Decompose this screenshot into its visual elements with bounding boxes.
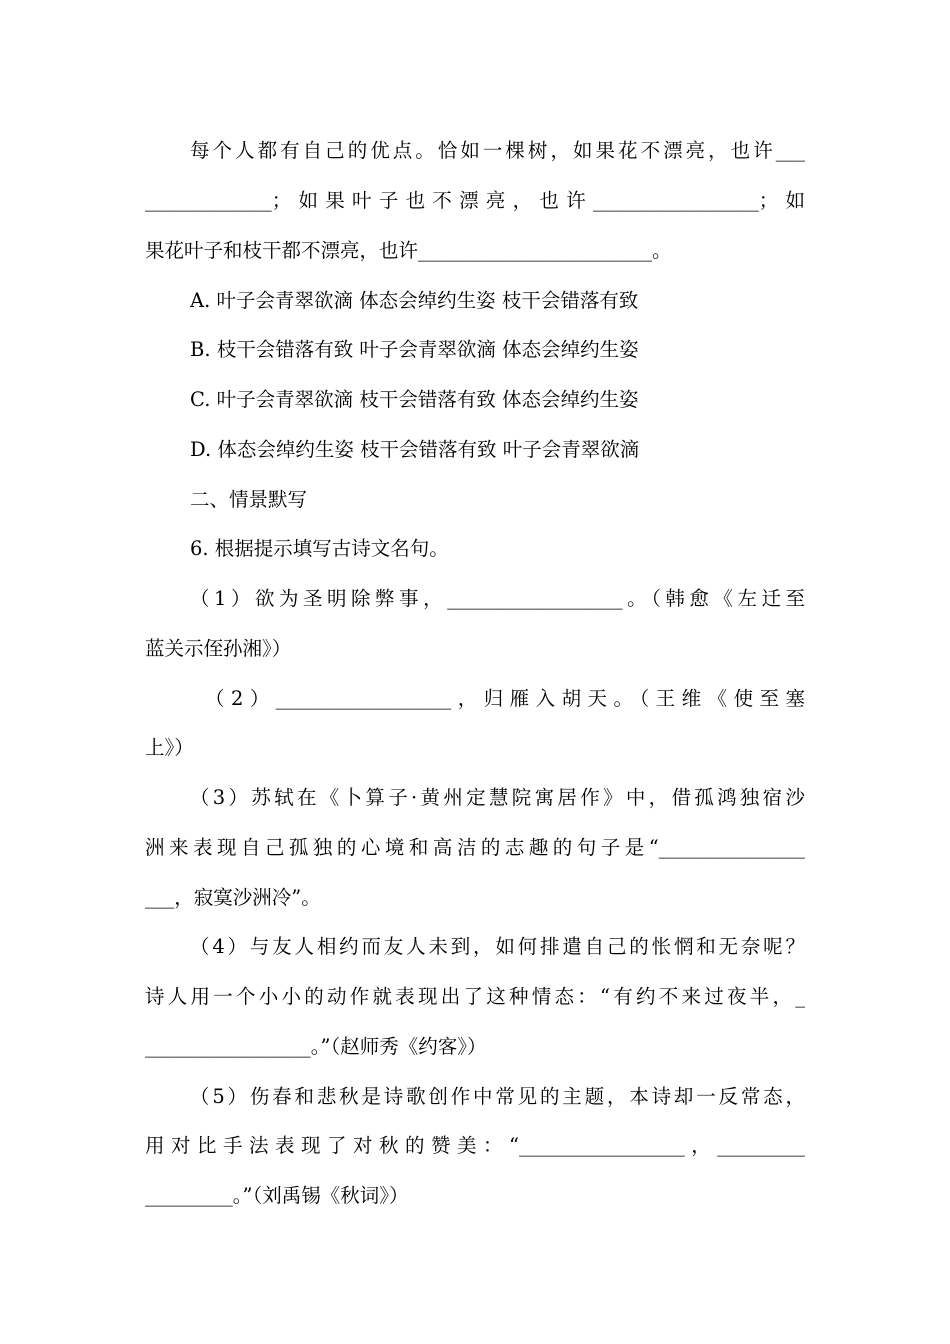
item-5-line-3: _________。”（刘禹锡《秋词》） — [145, 1184, 409, 1207]
item-2-line-2: 上》） — [145, 736, 194, 759]
item-2-line-1: （2）__________________，归雁入胡天。（王维《使至塞 — [205, 687, 805, 710]
paragraph-line-2: _____________；如果叶子也不漂亮，也许_________________；如 — [145, 189, 805, 212]
question-6: 6. 根据提示填写古诗文名句。 — [190, 537, 449, 560]
item-1-line-1: （1）欲为圣明除弊事，__________________。（韩愈《左迁至 — [190, 587, 805, 610]
option-c: C. 叶子会青翠欲滴 枝干会错落有致 体态会绰约生姿 — [190, 388, 639, 411]
item-5-line-1: （5）伤春和悲秋是诗歌创作中常见的主题，本诗却一反常态， — [190, 1085, 805, 1108]
option-b: B. 枝干会错落有致 叶子会青翠欲滴 体态会绰约生姿 — [190, 338, 639, 361]
item-3-line-1: （3）苏轼在《卜算子·黄州定慧院寓居作》中，借孤鸿独宿沙 — [190, 786, 805, 809]
option-d: D. 体态会绰约生姿 枝干会错落有致 叶子会青翠欲滴 — [190, 438, 640, 461]
item-4-line-3: _________________。”（赵师秀《约客》） — [145, 1035, 487, 1058]
item-4-line-1: （4）与友人相约而友人未到，如何排遣自己的怅惘和无奈呢？ — [190, 935, 805, 958]
section-heading: 二、情景默写 — [190, 488, 308, 511]
item-4-line-2: 诗人用一个小小的动作就表现出了这种情态：“有约不来过夜半，_ — [145, 985, 805, 1008]
item-1-line-2: 蓝关示侄孙湘》） — [145, 637, 292, 660]
paragraph-line-3: 果花叶子和枝干都不漂亮，也许________________________。 — [145, 239, 672, 262]
item-5-line-2: 用对比手法表现了对秋的赞美：“_________________，_________ — [145, 1134, 805, 1157]
paragraph-line-1: 每个人都有自己的优点。恰如一棵树，如果花不漂亮，也许___ — [190, 139, 805, 162]
option-a: A. 叶子会青翠欲滴 体态会绰约生姿 枝干会错落有致 — [190, 289, 639, 312]
item-3-line-3: ___，寂寞沙洲冷”。 — [145, 886, 321, 909]
item-3-line-2: 洲来表现自己孤独的心境和高洁的志趣的句子是“_______________ — [145, 836, 805, 859]
